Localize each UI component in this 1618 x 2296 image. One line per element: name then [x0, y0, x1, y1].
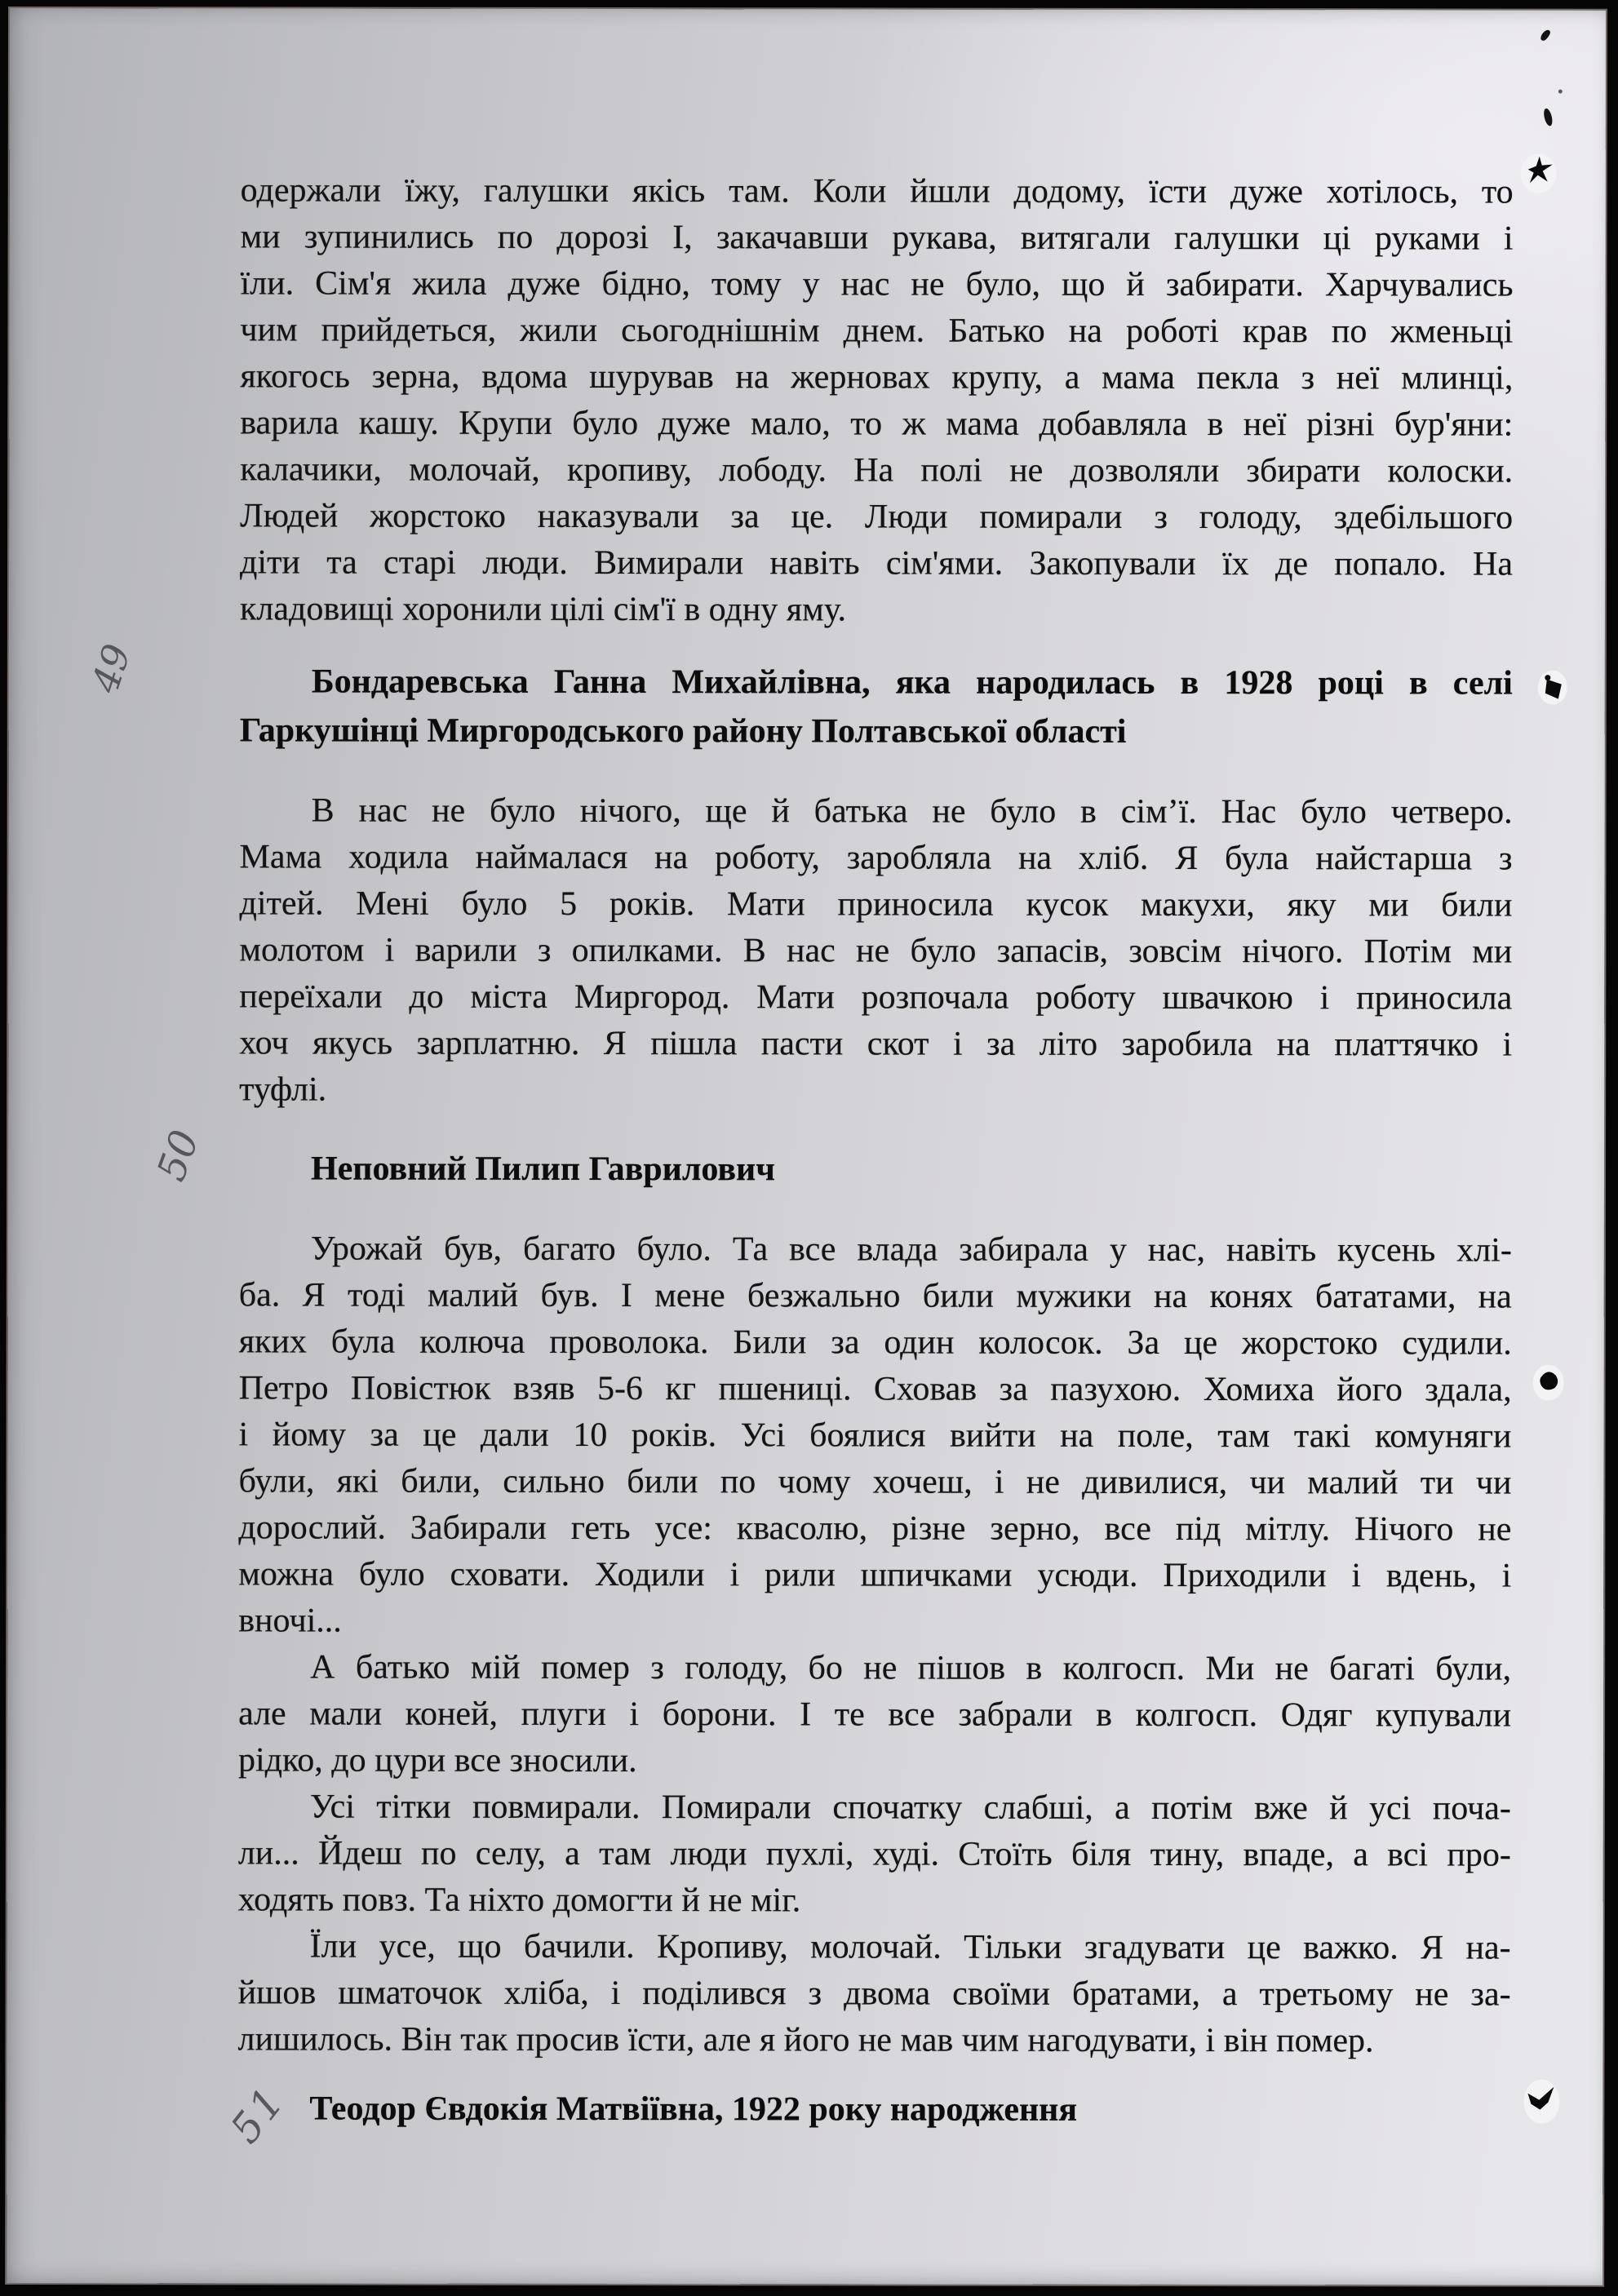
text-line: Мама ходила наймалася на роботу, заробляла на хліб. Я була найстарша з — [239, 838, 1513, 878]
text-line: Їли усе, що бачили. Кропиву, молочай. Тільки згадувати це важко. Я на- — [309, 1927, 1511, 1967]
handwritten-page-number: 51 — [221, 2077, 295, 2152]
text-line: ли... Йдеш по селу, а там люди пухлі, худі. Стоїть біля тину, впаде, а всі про- — [237, 1834, 1511, 1874]
text-line: калачики, молочай, кропиву, лободу. На полі не дозволяли збирати колоски. — [240, 450, 1514, 490]
text-line: дітей. Мені було 5 років. Мати приносила кусок макухи, яку ми били — [239, 884, 1513, 924]
text-line: кладовищі хоронили цілі сім'ї в одну яму. — [239, 590, 847, 629]
text-line: туфлі. — [239, 1070, 327, 1109]
paragraph — [240, 167, 1514, 634]
section-heading — [240, 657, 1513, 756]
punch-hole — [1523, 2079, 1560, 2126]
text-line: і йому за це дали 10 років. Усі боялися вийти на поле, там такі комуняги — [238, 1416, 1512, 1456]
text-line: чим прийдеться, жили сьогоднішнім днем. Батько на роботі крав по жменьці — [240, 311, 1514, 351]
text-line: були, які били, сильно били по чому хочеш, і не дивилися, чи малий ти чи — [238, 1462, 1512, 1502]
ink-speck — [1558, 90, 1563, 94]
text-line: діти та старі люди. Вимирали навіть сім'ями. Закопували їх де попало. На — [240, 543, 1514, 583]
text-line: хоч якусь зарплатню. Я пішла пасти скот і за літо заробила на платтячко і — [239, 1024, 1513, 1064]
handwritten-page-number: 49 — [82, 638, 140, 698]
handwritten-page-number: 50 — [148, 1124, 209, 1187]
document-page — [7, 8, 1606, 2285]
text-line: рідко, до цури все зносили. — [237, 1741, 637, 1780]
heading-line: Бондаревська Ганна Михайлівна, яка народилась в 1928 році в селі — [311, 663, 1513, 703]
text-line: А батько мій помер з голоду, бо не пішов в колгосп. Ми не багаті були, — [310, 1648, 1512, 1688]
text-line: В нас не було нічого, ще й батька не було в сім’ї. Нас було четверо. — [311, 791, 1513, 831]
heading-line: Теодор Євдокія Матвіївна, 1922 року народження — [309, 2090, 1078, 2129]
text-line: варила кашу. Крупи було дуже мало, то ж мама добавляла в неї різні бур'яни: — [240, 404, 1514, 444]
text-line: але мали коней, плуги і борони. І те все забрали в колгосп. Одяг купували — [238, 1695, 1512, 1735]
text-line: ба. Я тоді малий був. І мене безжально били мужики на конях бататами, на — [238, 1276, 1512, 1316]
text-line: яких була колюча проволока. Били за один колосок. За це жорстоко судили. — [238, 1323, 1512, 1363]
section-heading — [237, 2084, 1510, 2134]
section-heading — [239, 1144, 1512, 1195]
text-line: молотом і варили з опилками. В нас не було запасів, зовсім нічого. Потім ми — [239, 931, 1513, 971]
text-line: лишилось. Він так просив їсти, але я його не мав чим нагодувати, і він помер. — [237, 2020, 1374, 2060]
heading-line: Неповний Пилип Гаврилович — [310, 1150, 775, 1189]
text-line: одержали їжу, галушки якісь там. Коли йшли додому, їсти дуже хотілось, то — [240, 171, 1514, 211]
punch-hole — [1537, 670, 1568, 706]
text-line: ходять повз. Та ніхто домогти й не міг. — [237, 1881, 801, 1920]
text-line: йшов шматочок хліба, і поділився з двома своїми братами, а третьому не за- — [237, 1974, 1511, 2014]
paragraph — [238, 1644, 1511, 1785]
text-line: вночі... — [238, 1602, 342, 1640]
text-line: Урожай був, багато було. Та все влада забирала у нас, навіть кусень хлі- — [310, 1230, 1512, 1270]
paragraph — [238, 1226, 1512, 1646]
text-line: можна було сховати. Ходили і рили шпичками усюди. Приходили і вдень, і — [238, 1555, 1512, 1595]
heading-line: Гаркушінці Миргородського району Полтавської області — [239, 711, 1127, 751]
text-line: Петро Повістюк взяв 5-6 кг пшениці. Сховав за пазухою. Хомиха його здала, — [238, 1369, 1512, 1409]
punch-hole — [1520, 153, 1558, 194]
punch-hole — [1532, 1363, 1565, 1403]
text-line: Людей жорстоко наказували за це. Люди помирали з голоду, здебільшого — [240, 497, 1514, 537]
text-line: якогось зерна, вдома шурував на жерновах крупу, а мама пекла з неї млинці, — [240, 357, 1514, 397]
document-body — [7, 8, 1606, 2135]
text-line: дорослий. Забирали геть усе: квасолю, різне зерно, все під мітлу. Нічого не — [238, 1509, 1512, 1549]
text-line: їли. Сім'я жила дуже бідно, тому у нас не було, що й забирати. Харчувались — [240, 264, 1514, 304]
paragraph — [238, 1784, 1511, 1925]
text-line: ми зупинились по дорозі І, закачавши рукава, витягали галушки ці руками і — [240, 218, 1514, 258]
text-line: переїхали до міста Миргород. Мати розпочала роботу швачкою і приносила — [239, 977, 1513, 1017]
text-line: Усі тітки повмирали. Помирали спочатку слабші, а потім вже й усі поча- — [309, 1788, 1511, 1828]
paragraph — [237, 1923, 1510, 2064]
paragraph — [239, 787, 1513, 1115]
